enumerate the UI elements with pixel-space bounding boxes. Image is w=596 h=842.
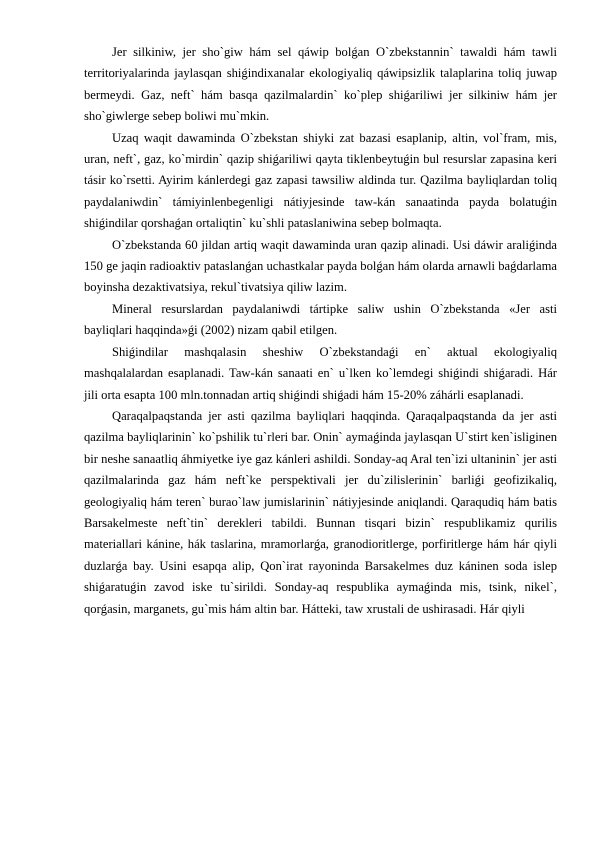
paragraph-karakalpakstan: Qaraqalpaqstanda jer asti qazilma bayliqlari haqqinda. Qaraqalpaqstanda da jer asti qazilma bayliqlarinin` ko`pshilik tu`rleri bar. Onin` aymaǵinda jaylasqan U`stirt ken`isliginen bir neshe sanaatliq áhmiyetke iye gaz kánleri ashildi. Sonday-aq Aral ten`izi ultaninin` jer asti qazilmalarinda gaz hám neft`ke perspektivali jer du`zilislerinin` barliǵi geofizikaliq, geologiyaliq hám teren` burao`law jumislarinin` nátiyjesinde aniqlandi. Qaraqudiq hám batis Barsakelmeste neft`tin` derekleri tabildi. Bunnan tisqari bizin` respublikamiz qurilis materiallari kánine, hák taslarina, mramorlarǵa, granodioritlerge, porfiritlerge hám hár qiyli duzlarǵa bay. Usini esapqa alip, Qon`irat rayoninda Barsakelmes duz káninen soda islep shiǵaratuǵin zavod iske tu`sirildi. Sonday-aq respublika aymaǵinda mis, tsink, nikel`, qorǵasin, marganets, gu`mis hám altin bar. Hátteki, taw xrustali de ushirasadi. Hár qiyli — [84, 408, 557, 616]
paragraph-mineral-law: Mineral resurslardan paydalaniwdi tártipke saliw ushin O`zbekstanda «Jer asti bayliqlari haqqinda»ǵi (2002) nizam qabil etilgen. — [84, 301, 557, 338]
paragraph-waste: Shiǵindilar mashqalasin sheshiw O`zbekstandaǵi en` aktual ekologiyaliq mashqalalardan esaplanadi. Taw-kán sanaati en` u`lken ko`lemdegi shiǵindi shiǵaradi. Hár jili orta esapta 100 mln.tonnadan artiq shiǵindi shiǵadi hám 15-20% záhárli esaplanadi. — [84, 344, 557, 402]
document-page — [84, 42, 557, 620]
paragraph-raw-materials: Uzaq waqit dawaminda O`zbekstan shiyki zat bazasi esaplanip, altin, vol`fram, mis, uran, neft`, gaz, ko`mirdin` qazip shiǵariliwi qayta tiklenbeytuǵin bul resurslar zapasina keri tásir ko`rsetti. Ayirim kánlerdegi gaz zapasi tawsiliw aldinda tur. Qazilma bayliqlardan toliq paydalaniwdin` támiyinlenbegenligi nátiyjesinde taw-kán sanaatinda payda bolatuǵin shiǵindilar qorshaǵan ortaliqtin` ku`shli pataslaniwina sebep bolmaqta. — [84, 130, 557, 231]
paragraph-earthquakes: Jer silkiniw, jer sho`giw hám sel qáwip bolǵan O`zbekstannin` tawaldi hám tawli territoriyalarinda jaylasqan shiǵindixanalar ekologiyaliq qáwipsizlik talaplarina toliq juwap bermeydi. Gaz, neft` hám basqa qazilmalardin` ko`plep shiǵariliwi jer silkiniw hám jer sho`giwlerge sebep boliwi mu`mkin. — [84, 45, 557, 124]
paragraph-uranium: O`zbekstanda 60 jildan artiq waqit dawaminda uran qazip alinadi. Usi dáwir araliǵinda 150 ge jaqin radioaktiv pataslanǵan uchastkalar payda bolǵan hám olarda arnawli baǵdarlama boyinsha dezaktivatsiya, rekul`tivatsiya qiliw lazim. — [84, 237, 557, 295]
